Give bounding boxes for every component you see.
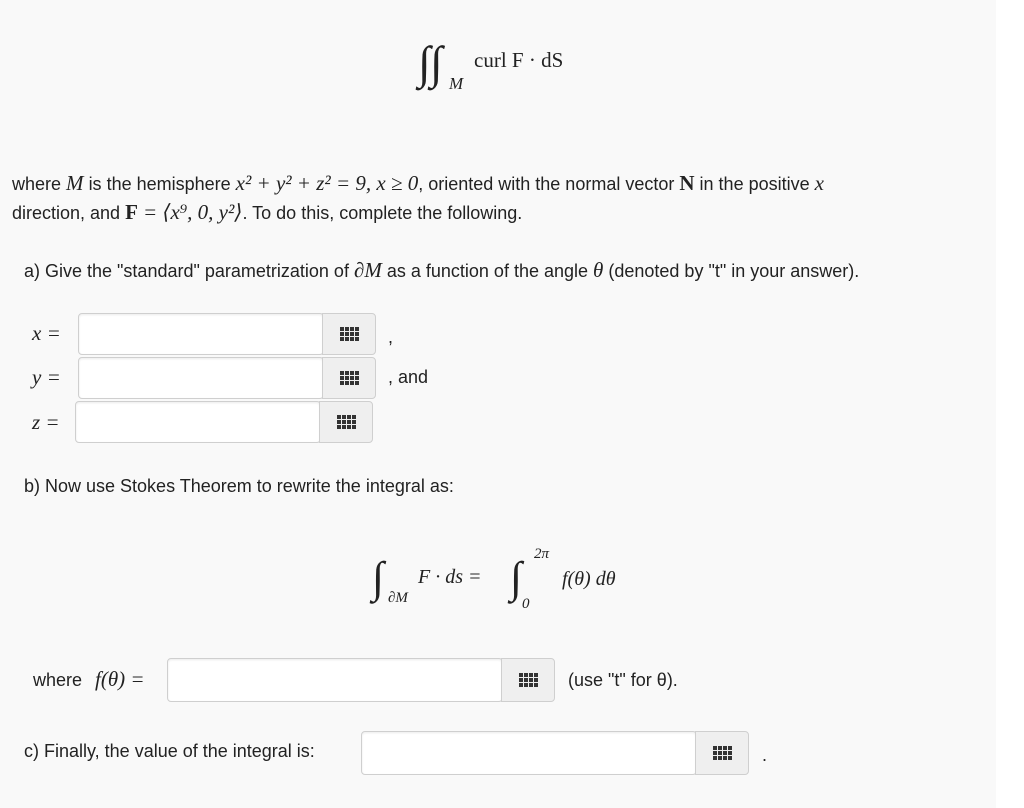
- y-trailing-and: , and: [388, 367, 429, 387]
- lhs-expression: F · ds =: [418, 566, 482, 588]
- y-label: y =: [32, 365, 61, 389]
- f-keyboard-button[interactable]: [501, 658, 555, 702]
- where-label: where: [33, 670, 83, 690]
- problem-panel: ∫ ∫ M curl F · dS where M is the hemisphere x² + y² + z² = 9, x ≥ 0, oriented with the normal vector N in the positive x direction, and F = ⟨x⁹, 0, y²⟩. To do this, complete the following. a) Give the "standard" parametrization of ∂M as a function of the angle θ (denoted by "t" in your answer). x = , y = , and z = b) Now use Stokes Theorem to rewrite the integral as: ∫ ∂M F · ds = ∫ 2π 0 f(θ) dθ where f(θ) = (use "t" for θ). c) Finally, the value of the integral is: .: [0, 0, 996, 808]
- x-label: x =: [32, 321, 61, 345]
- intro-line-2: direction, and F = ⟨x⁹, 0, y²⟩. To do this, complete the following.: [12, 200, 523, 224]
- x-trailing-comma: ,: [388, 327, 394, 347]
- z-answer-field[interactable]: [75, 401, 321, 443]
- intro-line-1: where M is the hemisphere x² + y² + z² = 9, x ≥ 0, oriented with the normal vector N in the positive x: [12, 171, 824, 195]
- x-answer-field[interactable]: [78, 313, 324, 355]
- upper-limit: 2π: [534, 546, 550, 562]
- grid-keyboard-icon: [337, 415, 356, 429]
- integral-subscript: M: [449, 74, 464, 93]
- final-trailing-period: .: [762, 745, 768, 765]
- f-hint: (use "t" for θ).: [568, 670, 678, 690]
- rhs-expression: f(θ) dθ: [562, 568, 616, 590]
- integral-expression: curl F · dS: [474, 48, 564, 72]
- x-keyboard-button[interactable]: [322, 313, 376, 355]
- grid-keyboard-icon: [713, 746, 732, 760]
- grid-keyboard-icon: [340, 371, 359, 385]
- part-b-prompt: b) Now use Stokes Theorem to rewrite the integral as:: [24, 476, 454, 496]
- lhs-subscript: ∂M: [388, 590, 408, 606]
- y-keyboard-button[interactable]: [322, 357, 376, 399]
- part-a-prompt: a) Give the "standard" parametrization of ∂M as a function of the angle θ (denoted by "t" in your answer).: [24, 258, 860, 282]
- lower-limit: 0: [522, 596, 530, 612]
- grid-keyboard-icon: [519, 673, 538, 687]
- part-c-prompt: c) Finally, the value of the integral is:: [24, 741, 315, 761]
- z-keyboard-button[interactable]: [319, 401, 373, 443]
- final-keyboard-button[interactable]: [695, 731, 749, 775]
- f-input[interactable]: [168, 659, 502, 701]
- final-input[interactable]: [362, 732, 696, 774]
- f-label: f(θ) =: [95, 667, 145, 691]
- x-input[interactable]: [79, 314, 323, 354]
- line-integral-equation: ∫ ∂M F · ds = ∫ 2π 0 f(θ) dθ: [372, 546, 616, 612]
- z-label: z =: [32, 410, 60, 434]
- f-answer-field[interactable]: [167, 658, 503, 702]
- y-answer-field[interactable]: [78, 357, 324, 399]
- grid-keyboard-icon: [340, 327, 359, 341]
- y-input[interactable]: [79, 358, 323, 398]
- final-answer-field[interactable]: [361, 731, 697, 775]
- z-input[interactable]: [76, 402, 320, 442]
